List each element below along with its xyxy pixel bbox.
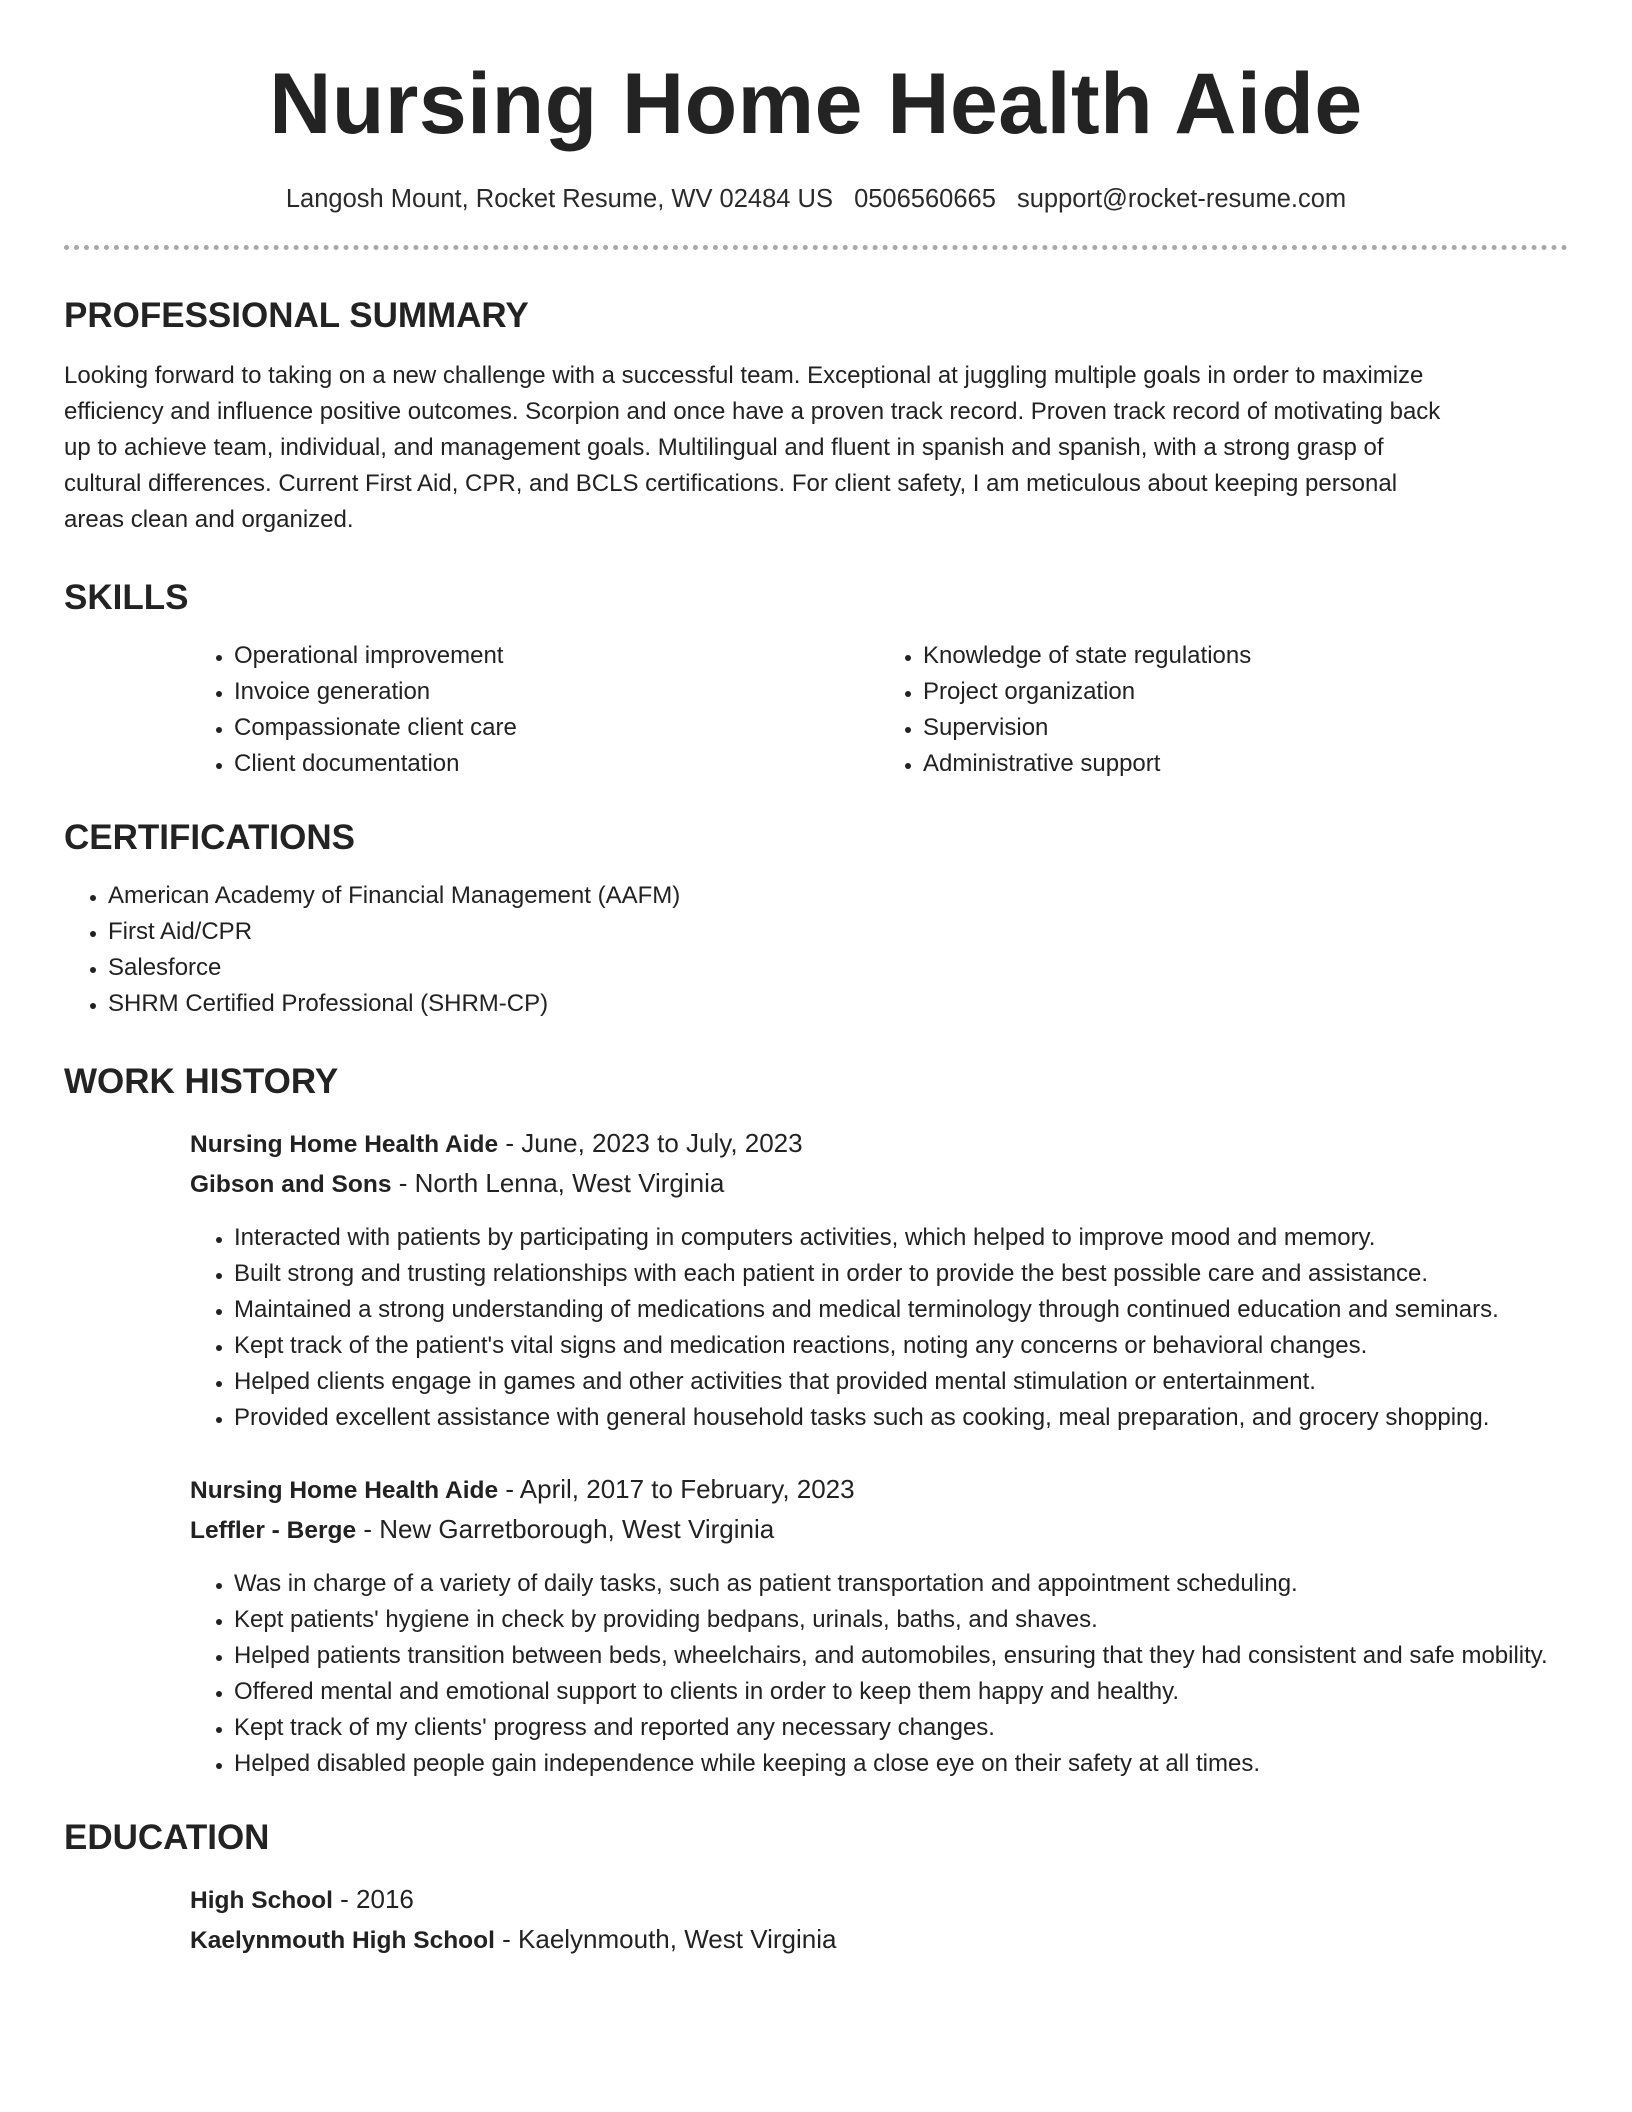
job-bullet: • Built strong and trusting relationships with each patient in order to provide the best possible care and assistance. xyxy=(234,1256,1568,1292)
job-bullet: • Kept track of the patient's vital signs and medication reactions, noting any concerns or behavioral changes. xyxy=(234,1328,1568,1364)
skills-list-left xyxy=(190,638,879,782)
contact-address: Langosh Mount, Rocket Resume, WV 02484 US xyxy=(285,185,833,213)
section-title-education: EDUCATION xyxy=(64,1818,270,1857)
job-bullet: • Interacted with patients by participating in computers activities, which helped to improve mood and memory. xyxy=(234,1220,1568,1256)
certifications-list xyxy=(64,878,1568,1022)
resume-name: Nursing Home Health Aide xyxy=(269,56,1363,152)
certification-item: • SHRM Certified Professional (SHRM-CP) xyxy=(108,986,1568,1022)
education-degree: High School xyxy=(190,1887,333,1914)
job-role: Nursing Home Health Aide xyxy=(190,1477,499,1504)
skill-item: • Client documentation xyxy=(234,746,879,782)
certification-item: • American Academy of Financial Management (AAFM) xyxy=(108,878,1568,914)
job-bullets xyxy=(190,1566,1574,1782)
skill-item: • Supervision xyxy=(923,710,1568,746)
education-section xyxy=(64,1816,1568,1960)
work-history-section xyxy=(64,1060,1568,1782)
education-year: - 2016 xyxy=(332,1884,414,1914)
job-dates: - June, 2023 to July, 2023 xyxy=(498,1128,803,1158)
job-entry xyxy=(190,1124,1568,1436)
job-role: Nursing Home Health Aide xyxy=(190,1131,499,1158)
job-location: - New Garretborough, West Virginia xyxy=(356,1514,775,1544)
skill-item: • Project organization xyxy=(923,674,1568,710)
job-bullet: • Helped patients transition between beds, wheelchairs, and automobiles, ensuring that they had consistent and safe mobility. xyxy=(234,1638,1574,1674)
job-title-line xyxy=(190,1470,1568,1510)
header-divider xyxy=(64,245,1568,250)
job-bullet: • Provided excellent assistance with general household tasks such as cooking, meal preparation, and grocery shopping. xyxy=(234,1400,1568,1436)
education-school-line xyxy=(190,1920,1568,1960)
summary-section xyxy=(64,294,1568,538)
section-title-skills: SKILLS xyxy=(64,578,189,617)
job-bullets xyxy=(190,1220,1568,1436)
resume-page xyxy=(64,0,1568,1960)
education-entry xyxy=(190,1880,1568,1960)
skill-item: • Administrative support xyxy=(923,746,1568,782)
job-company-line xyxy=(190,1164,1568,1204)
contact-email: support@rocket-resume.com xyxy=(1016,185,1347,213)
section-title-summary: PROFESSIONAL SUMMARY xyxy=(64,296,529,335)
section-title-certifications: CERTIFICATIONS xyxy=(64,818,356,857)
certification-item: • Salesforce xyxy=(108,950,1568,986)
skill-item: • Knowledge of state regulations xyxy=(923,638,1568,674)
job-company-line xyxy=(190,1510,1568,1550)
job-bullet: • Helped disabled people gain independence while keeping a close eye on their safety at all times. xyxy=(234,1746,1574,1782)
skill-item: • Compassionate client care xyxy=(234,710,879,746)
job-bullet: • Maintained a strong understanding of medications and medical terminology through continued education and seminars. xyxy=(234,1292,1568,1328)
job-title-line xyxy=(190,1124,1568,1164)
contact-line xyxy=(64,182,1568,216)
job-company: Leffler - Berge xyxy=(190,1517,357,1544)
job-location: - North Lenna, West Virginia xyxy=(391,1168,725,1198)
summary-text: Looking forward to taking on a new challenge with a successful team. Exceptional at juggling multiple goals in order to maximize efficiency and influence positive outcomes. Scorpion and once have a proven track record. Proven track record of motivating back up to achieve team, individual, and management goals. Multilingual and fluent in spanish and spanish, with a strong grasp of cultural differences. Current First Aid, CPR, and BCLS certifications. For client safety, I am meticulous about keeping personal areas clean and organized. xyxy=(64,362,1441,533)
certification-item: • First Aid/CPR xyxy=(108,914,1568,950)
contact-phone: 0506560665 xyxy=(854,185,996,213)
skills-section xyxy=(64,576,1568,782)
job-company: Gibson and Sons xyxy=(190,1171,392,1198)
education-degree-line xyxy=(190,1880,1568,1920)
education-location: - Kaelynmouth, West Virginia xyxy=(494,1924,837,1954)
job-entry xyxy=(190,1470,1568,1782)
job-bullet: • Kept track of my clients' progress and reported any necessary changes. xyxy=(234,1710,1574,1746)
education-school: Kaelynmouth High School xyxy=(190,1927,495,1954)
job-bullet: • Helped clients engage in games and other activities that provided mental stimulation or entertainment. xyxy=(234,1364,1568,1400)
job-bullet: • Offered mental and emotional support to clients in order to keep them happy and healthy. xyxy=(234,1674,1574,1710)
job-bullet: • Was in charge of a variety of daily tasks, such as patient transportation and appointment scheduling. xyxy=(234,1566,1574,1602)
skills-list-right xyxy=(879,638,1568,782)
job-dates: - April, 2017 to February, 2023 xyxy=(498,1474,855,1504)
certifications-section xyxy=(64,816,1568,1022)
section-title-work-history: WORK HISTORY xyxy=(64,1062,339,1101)
job-bullet: • Kept patients' hygiene in check by providing bedpans, urinals, baths, and shaves. xyxy=(234,1602,1574,1638)
skill-item: • Invoice generation xyxy=(234,674,879,710)
skill-item: • Operational improvement xyxy=(234,638,879,674)
skills-grid xyxy=(190,638,1568,782)
